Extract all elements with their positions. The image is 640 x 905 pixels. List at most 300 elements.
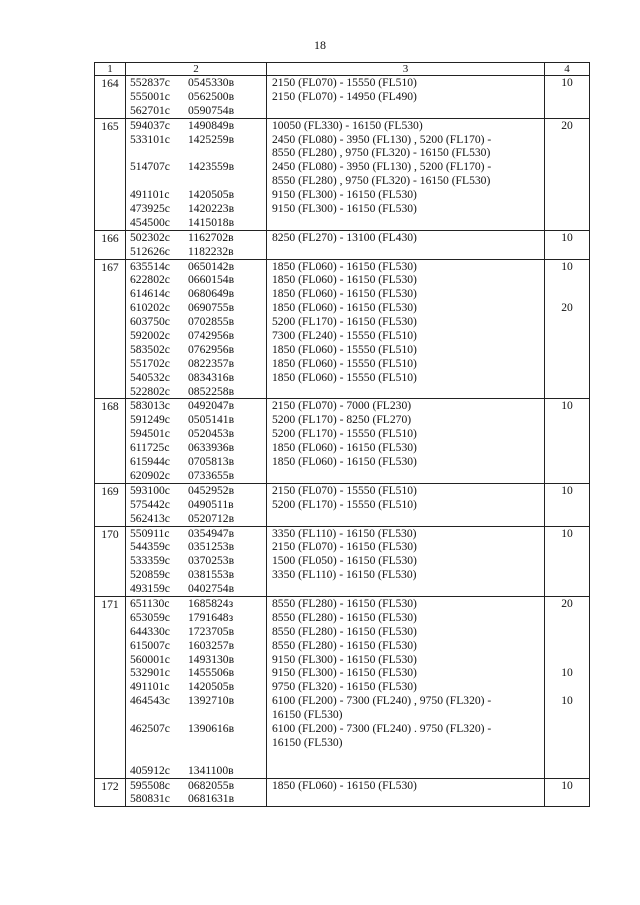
- latitude: 520859с: [130, 568, 170, 582]
- value-cell: [545, 399, 590, 483]
- value-line: [545, 680, 589, 694]
- longitude: 1392710в: [188, 694, 235, 708]
- latitude: 622802с: [130, 273, 170, 287]
- latitude: 540532с: [130, 370, 170, 384]
- value-line: [545, 216, 589, 230]
- coordinate-line: [130, 174, 266, 188]
- value-line: [545, 104, 589, 118]
- longitude: 1420223в: [188, 202, 235, 216]
- coordinate-line: [130, 764, 266, 778]
- coordinate-line: [130, 512, 266, 526]
- longitude: 0562500в: [188, 89, 235, 103]
- latitude: 592002с: [130, 329, 170, 343]
- table-row: [95, 399, 590, 483]
- longitude: 0834316в: [188, 370, 235, 384]
- altitude-line: 2150 (FL070) - 14950 (FL490): [272, 89, 417, 103]
- altitude-line: 5200 (FL170) - 15550 (FL510): [272, 427, 417, 441]
- altitude-line: 5200 (FL170) - 16150 (FL530): [272, 315, 417, 329]
- altitude-line: 10050 (FL330) - 16150 (FL530): [272, 118, 423, 132]
- altitude-line: [272, 764, 544, 778]
- coordinates-cell: [126, 596, 267, 778]
- longitude: 0742956в: [188, 329, 235, 343]
- coordinate-line: [130, 119, 266, 133]
- value-line: [545, 469, 589, 483]
- latitude: 502302с: [130, 230, 170, 244]
- value-cell: [545, 778, 590, 807]
- longitude: 1390616в: [188, 721, 235, 735]
- value-line: 10: [561, 694, 573, 708]
- altitude-line: [272, 582, 544, 596]
- latitude: 560001с: [130, 652, 170, 666]
- altitude-line: 1850 (FL060) - 15550 (FL510): [272, 342, 417, 356]
- coordinate-line: [130, 484, 266, 498]
- value-cell: [545, 259, 590, 399]
- altitude-line: 8550 (FL280) - 16150 (FL530): [272, 638, 417, 652]
- coordinate-line: [130, 779, 266, 793]
- coordinate-line: [130, 653, 266, 667]
- latitude: 593100с: [130, 483, 170, 497]
- value-line: 20: [561, 301, 573, 315]
- route-number: 172: [95, 778, 126, 807]
- coordinates-cell: [126, 230, 267, 259]
- coordinate-line: [130, 639, 266, 653]
- route-number: 165: [95, 118, 126, 230]
- longitude: 0702855в: [188, 315, 235, 329]
- longitude: 1423559в: [188, 160, 235, 174]
- value-cell: [545, 526, 590, 596]
- route-number: 164: [95, 76, 126, 119]
- value-line: [545, 722, 589, 736]
- coordinate-line: [130, 498, 266, 512]
- value-cell: [545, 596, 590, 778]
- latitude: 651130с: [130, 596, 170, 610]
- value-line: [545, 611, 589, 625]
- longitude: 0381553в: [188, 568, 235, 582]
- value-line: [545, 174, 589, 188]
- latitude: 615007с: [130, 638, 170, 652]
- page-number: 18: [314, 38, 326, 52]
- latitude: 551702с: [130, 356, 170, 370]
- altitude-line: 2150 (FL070) - 16150 (FL530): [272, 540, 417, 554]
- value-line: [545, 90, 589, 104]
- altitude-line: 2450 (FL080) - 3950 (FL130) , 5200 (FL170) -: [272, 160, 492, 174]
- longitude: 0452952в: [188, 483, 235, 497]
- latitude: 522802с: [130, 384, 170, 398]
- latitude: 473925с: [130, 202, 170, 216]
- value-line: [545, 582, 589, 596]
- longitude: 0852258в: [188, 384, 235, 398]
- value-line: 10: [561, 76, 573, 89]
- altitude-line: 8550 (FL280) - 16150 (FL530): [272, 596, 417, 610]
- coordinate-line: [130, 597, 266, 611]
- altitude-cell: [267, 483, 545, 526]
- coordinate-line: [130, 680, 266, 694]
- altitude-line: [272, 385, 544, 399]
- altitude-line: 2150 (FL070) - 15550 (FL510): [272, 76, 417, 89]
- value-cell: [545, 230, 590, 259]
- altitude-line: 1850 (FL060) - 16150 (FL530): [272, 259, 417, 273]
- value-line: [545, 413, 589, 427]
- latitude: 583502с: [130, 342, 170, 356]
- value-line: [545, 188, 589, 202]
- table-row: [95, 778, 590, 807]
- coordinate-line: [130, 527, 266, 541]
- longitude: 0660154в: [188, 273, 235, 287]
- longitude: 0402754в: [188, 582, 235, 596]
- route-number: 167: [95, 259, 126, 399]
- table-row: [95, 230, 590, 259]
- column-header-3: 3: [267, 63, 545, 76]
- coordinate-line: [130, 413, 266, 427]
- latitude: 610202с: [130, 301, 170, 315]
- coordinates-cell: [126, 118, 267, 230]
- altitude-line: 5200 (FL170) - 15550 (FL510): [272, 497, 417, 511]
- value-line: [545, 498, 589, 512]
- table-row: [95, 118, 590, 230]
- value-line: [545, 385, 589, 399]
- altitude-line: 1850 (FL060) - 15550 (FL510): [272, 356, 417, 370]
- altitude-line: 1850 (FL060) - 15550 (FL510): [272, 370, 417, 384]
- value-line: 10: [561, 778, 573, 792]
- altitude-line: [272, 104, 544, 118]
- altitude-line: 2450 (FL080) - 3950 (FL130) , 5200 (FL170) -: [272, 132, 492, 146]
- value-line: 20: [561, 118, 573, 132]
- coordinate-line: [130, 231, 266, 245]
- altitude-cell: [267, 259, 545, 399]
- longitude: 0682055в: [188, 778, 235, 792]
- altitude-cell: [267, 596, 545, 778]
- coordinate-line: [130, 329, 266, 343]
- altitude-line: [272, 750, 544, 764]
- latitude: 591249с: [130, 413, 170, 427]
- latitude: 583013с: [130, 399, 170, 413]
- value-line: [545, 750, 589, 764]
- value-line: [545, 764, 589, 778]
- coordinate-line: [130, 582, 266, 596]
- longitude: 1685824з: [188, 596, 234, 610]
- value-line: [545, 639, 589, 653]
- latitude: 550911с: [130, 526, 170, 540]
- value-line: [545, 625, 589, 639]
- value-line: [545, 554, 589, 568]
- coordinate-line: [130, 540, 266, 554]
- coordinates-cell: [126, 483, 267, 526]
- value-line: [545, 202, 589, 216]
- table-row: [95, 259, 590, 399]
- value-line: [545, 568, 589, 582]
- altitude-line: 8550 (FL280) - 16150 (FL530): [272, 610, 417, 624]
- altitude-line: 9150 (FL300) - 16150 (FL530): [272, 188, 417, 202]
- longitude: 0370253в: [188, 554, 235, 568]
- altitude-line: 9150 (FL300) - 16150 (FL530): [272, 202, 417, 216]
- table-row: [95, 596, 590, 778]
- coordinate-line: [130, 469, 266, 483]
- altitude-line: 1500 (FL050) - 16150 (FL530): [272, 554, 417, 568]
- altitude-line: 3350 (FL110) - 16150 (FL530): [272, 568, 417, 582]
- longitude: 1493130в: [188, 652, 235, 666]
- latitude: 462507с: [130, 721, 170, 735]
- latitude: 595508с: [130, 778, 170, 792]
- latitude: 533359с: [130, 554, 170, 568]
- coordinate-line: [130, 216, 266, 230]
- longitude: 1182232в: [188, 244, 234, 258]
- altitude-line: 16150 (FL530): [272, 708, 343, 722]
- longitude: 0354947в: [188, 526, 235, 540]
- value-line: 20: [561, 596, 573, 610]
- value-line: 10: [561, 399, 573, 413]
- altitude-line: 9750 (FL320) - 16150 (FL530): [272, 680, 417, 694]
- value-line: [545, 455, 589, 469]
- coordinate-line: [130, 666, 266, 680]
- latitude: 611725с: [130, 441, 170, 455]
- coordinate-line: [130, 104, 266, 118]
- longitude: 1162702в: [188, 230, 234, 244]
- longitude: 1791648з: [188, 610, 234, 624]
- value-line: [545, 160, 589, 174]
- coordinates-cell: [126, 259, 267, 399]
- value-cell: [545, 76, 590, 119]
- longitude: 1425259в: [188, 132, 235, 146]
- coordinate-line: [130, 273, 266, 287]
- column-header-1: 1: [95, 63, 126, 76]
- longitude: 0705813в: [188, 455, 235, 469]
- longitude: 1415018в: [188, 215, 235, 229]
- longitude: 1341100в: [188, 763, 234, 777]
- value-line: 10: [561, 259, 573, 273]
- value-line: 10: [561, 230, 573, 244]
- route-table: [94, 62, 590, 807]
- coordinates-cell: [126, 526, 267, 596]
- value-line: [545, 357, 589, 371]
- latitude: 620902с: [130, 468, 170, 482]
- coordinate-line: [130, 625, 266, 639]
- longitude: 0505141в: [188, 413, 235, 427]
- longitude: 0650142в: [188, 259, 235, 273]
- altitude-line: 1850 (FL060) - 16150 (FL530): [272, 287, 417, 301]
- coordinate-line: [130, 357, 266, 371]
- value-line: [545, 540, 589, 554]
- altitude-line: [272, 469, 544, 483]
- longitude: 1490849в: [188, 118, 235, 132]
- altitude-line: [272, 792, 544, 806]
- latitude: 603750с: [130, 315, 170, 329]
- latitude: 644330с: [130, 624, 170, 638]
- latitude: 533101с: [130, 132, 170, 146]
- altitude-cell: [267, 399, 545, 483]
- value-line: [545, 441, 589, 455]
- coordinate-line: [130, 427, 266, 441]
- coordinate-line: [130, 708, 266, 722]
- longitude: 0681631в: [188, 792, 235, 806]
- longitude: 0545330в: [188, 76, 235, 89]
- coordinate-line: [130, 315, 266, 329]
- altitude-line: 3350 (FL110) - 16150 (FL530): [272, 526, 417, 540]
- value-cell: [545, 483, 590, 526]
- altitude-line: [272, 245, 544, 259]
- coordinate-line: [130, 385, 266, 399]
- longitude: 0680649в: [188, 287, 235, 301]
- latitude: 552837с: [130, 76, 170, 89]
- latitude: 454500с: [130, 215, 170, 229]
- longitude: 0520453в: [188, 427, 235, 441]
- value-line: [545, 708, 589, 722]
- latitude: 464543с: [130, 694, 170, 708]
- table-row: [95, 483, 590, 526]
- longitude: 0351253в: [188, 540, 235, 554]
- altitude-line: 5200 (FL170) - 8250 (FL270): [272, 413, 412, 427]
- altitude-cell: [267, 118, 545, 230]
- value-line: [545, 792, 589, 806]
- altitude-cell: [267, 526, 545, 596]
- coordinates-cell: [126, 76, 267, 119]
- latitude: 555001с: [130, 89, 170, 103]
- value-line: 10: [561, 666, 573, 680]
- altitude-line: 7300 (FL240) - 15550 (FL510): [272, 329, 417, 343]
- coordinate-line: [130, 76, 266, 90]
- longitude: 0762956в: [188, 342, 235, 356]
- value-line: [545, 512, 589, 526]
- altitude-line: 9150 (FL300) - 16150 (FL530): [272, 652, 417, 666]
- coordinate-line: [130, 441, 266, 455]
- altitude-line: 2150 (FL070) - 15550 (FL510): [272, 483, 417, 497]
- coordinate-line: [130, 750, 266, 764]
- value-cell: [545, 118, 590, 230]
- value-line: 10: [561, 526, 573, 540]
- latitude: 491101с: [130, 680, 170, 694]
- value-line: [545, 343, 589, 357]
- altitude-line: 6100 (FL200) - 7300 (FL240) , 9750 (FL320) -: [272, 694, 492, 708]
- altitude-line: 6100 (FL200) - 7300 (FL240) . 9750 (FL320) -: [272, 721, 492, 735]
- latitude: 544359с: [130, 540, 170, 554]
- column-header-2: 2: [126, 63, 267, 76]
- latitude: 491101с: [130, 188, 170, 202]
- table-row: [95, 526, 590, 596]
- value-line: [545, 133, 589, 147]
- coordinate-line: [130, 455, 266, 469]
- value-line: [545, 146, 589, 160]
- altitude-line: 1850 (FL060) - 16150 (FL530): [272, 778, 417, 792]
- coordinates-cell: [126, 778, 267, 807]
- value-line: [545, 329, 589, 343]
- altitude-line: 1850 (FL060) - 16150 (FL530): [272, 441, 417, 455]
- coordinate-line: [130, 371, 266, 385]
- coordinate-line: [130, 90, 266, 104]
- coordinate-line: [130, 343, 266, 357]
- longitude: 1420505в: [188, 680, 235, 694]
- route-number: 168: [95, 399, 126, 483]
- value-line: 10: [561, 483, 573, 497]
- longitude: 0492047в: [188, 399, 235, 413]
- longitude: 0733655в: [188, 468, 235, 482]
- coordinate-line: [130, 260, 266, 274]
- table-body: [95, 76, 590, 807]
- coordinate-line: [130, 568, 266, 582]
- latitude: 514707с: [130, 160, 170, 174]
- value-line: [545, 371, 589, 385]
- latitude: 580831с: [130, 792, 170, 806]
- value-line: [545, 315, 589, 329]
- latitude: 653059с: [130, 610, 170, 624]
- latitude: 562413с: [130, 511, 170, 525]
- coordinate-line: [130, 301, 266, 315]
- latitude: 615944с: [130, 455, 170, 469]
- coordinate-line: [130, 722, 266, 736]
- longitude: 1603257в: [188, 638, 235, 652]
- latitude: 512626с: [130, 244, 170, 258]
- altitude-line: 1850 (FL060) - 16150 (FL530): [272, 301, 417, 315]
- coordinate-line: [130, 554, 266, 568]
- altitude-line: 8250 (FL270) - 13100 (FL430): [272, 230, 417, 244]
- coordinate-line: [130, 188, 266, 202]
- value-line: [545, 273, 589, 287]
- value-line: [545, 736, 589, 750]
- latitude: 635514с: [130, 259, 170, 273]
- coordinate-line: [130, 245, 266, 259]
- altitude-line: 8550 (FL280) , 9750 (FL320) - 16150 (FL530): [272, 174, 491, 188]
- coordinate-line: [130, 792, 266, 806]
- column-header-4: 4: [545, 63, 590, 76]
- latitude: 562701с: [130, 103, 170, 117]
- latitude: 405912с: [130, 763, 170, 777]
- longitude: 0633936в: [188, 441, 235, 455]
- route-number: 170: [95, 526, 126, 596]
- altitude-line: 9150 (FL300) - 16150 (FL530): [272, 666, 417, 680]
- coordinate-line: [130, 146, 266, 160]
- altitude-line: 1850 (FL060) - 16150 (FL530): [272, 455, 417, 469]
- latitude: 575442с: [130, 497, 170, 511]
- table-header-row: [95, 63, 590, 76]
- coordinate-line: [130, 399, 266, 413]
- altitude-cell: [267, 76, 545, 119]
- value-line: [545, 427, 589, 441]
- coordinate-line: [130, 694, 266, 708]
- altitude-line: 2150 (FL070) - 7000 (FL230): [272, 399, 412, 413]
- route-number: 166: [95, 230, 126, 259]
- longitude: 0520712в: [188, 511, 235, 525]
- altitude-line: [272, 216, 544, 230]
- table-row: [95, 76, 590, 119]
- route-number: 169: [95, 483, 126, 526]
- longitude: 0590754в: [188, 103, 235, 117]
- longitude: 1723705в: [188, 624, 235, 638]
- altitude-cell: [267, 778, 545, 807]
- coordinate-line: [130, 133, 266, 147]
- latitude: 493159с: [130, 582, 170, 596]
- altitude-line: 1850 (FL060) - 16150 (FL530): [272, 273, 417, 287]
- coordinate-line: [130, 160, 266, 174]
- altitude-line: [272, 512, 544, 526]
- longitude: 0490511в: [188, 497, 234, 511]
- value-line: [545, 653, 589, 667]
- latitude: 594501с: [130, 427, 170, 441]
- altitude-cell: [267, 230, 545, 259]
- coordinate-line: [130, 611, 266, 625]
- coordinate-line: [130, 287, 266, 301]
- coordinate-line: [130, 202, 266, 216]
- coordinates-cell: [126, 399, 267, 483]
- longitude: 0690755в: [188, 301, 235, 315]
- altitude-line: 8550 (FL280) - 16150 (FL530): [272, 624, 417, 638]
- altitude-line: 8550 (FL280) , 9750 (FL320) - 16150 (FL530): [272, 146, 491, 160]
- longitude: 1455506в: [188, 666, 235, 680]
- latitude: 614614с: [130, 287, 170, 301]
- altitude-line: 16150 (FL530): [272, 735, 343, 749]
- longitude: 0822357в: [188, 356, 235, 370]
- route-number: 171: [95, 596, 126, 778]
- longitude: 1420505в: [188, 188, 235, 202]
- value-line: [545, 245, 589, 259]
- latitude: 594037с: [130, 118, 170, 132]
